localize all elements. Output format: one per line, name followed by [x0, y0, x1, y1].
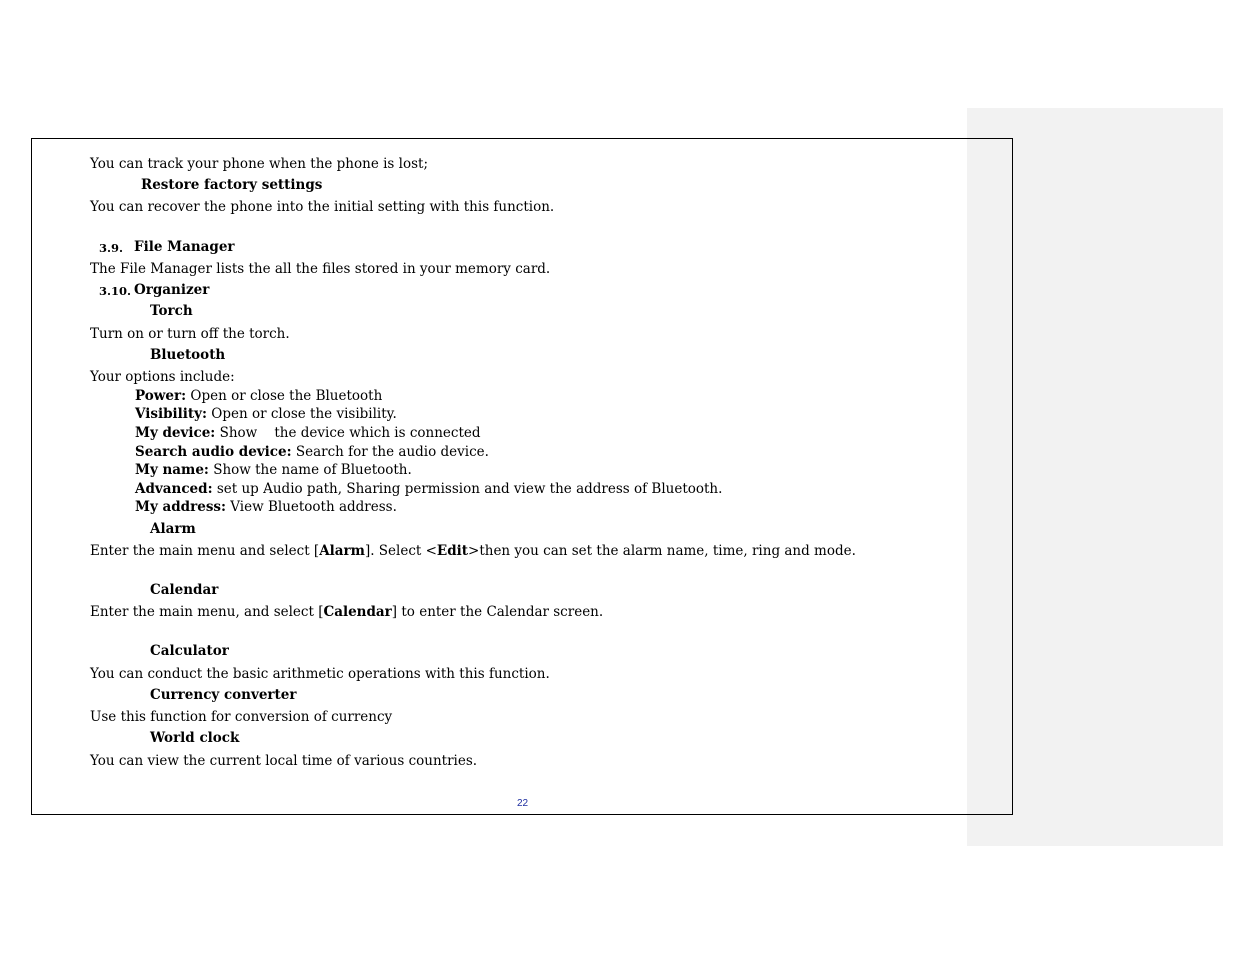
alarm-text-part: ]. Select <	[364, 543, 437, 559]
bt-option-label: Search audio device:	[135, 444, 292, 460]
page-number: 22	[517, 798, 529, 809]
bt-option-my-address	[135, 499, 397, 515]
calculator-heading: Calculator	[150, 643, 229, 659]
bluetooth-heading: Bluetooth	[150, 347, 226, 363]
bt-option-text: Open or close the Bluetooth	[186, 388, 383, 404]
currency-text: Use this function for conversion of currency	[90, 709, 393, 725]
bt-option-search-audio	[135, 444, 489, 460]
file-manager-heading: File Manager	[134, 239, 235, 255]
alarm-heading: Alarm	[150, 521, 196, 537]
bt-option-text: View Bluetooth address.	[226, 499, 397, 515]
organizer-number: 3.10.	[99, 284, 132, 298]
calendar-text-part: ] to enter the Calendar screen.	[391, 604, 604, 620]
restore-text: You can recover the phone into the initial setting with this function.	[90, 199, 555, 215]
bt-option-text: Show the name of Bluetooth.	[208, 462, 412, 478]
bt-option-label: My address:	[135, 499, 226, 515]
bt-option-label: Visibility:	[135, 406, 207, 422]
bluetooth-intro: Your options include:	[90, 369, 235, 385]
bt-option-my-device	[135, 425, 481, 441]
bt-option-label: My name:	[135, 462, 209, 478]
bt-option-advanced	[135, 481, 722, 497]
file-manager-text: The File Manager lists the all the files stored in your memory card.	[90, 261, 551, 277]
bt-option-visibility	[135, 406, 397, 422]
calculator-text: You can conduct the basic arithmetic operations with this function.	[90, 666, 550, 682]
torch-heading: Torch	[150, 303, 193, 319]
calendar-text	[90, 604, 603, 620]
bt-option-text: Search for the audio device.	[291, 444, 489, 460]
organizer-heading: Organizer	[134, 282, 210, 298]
bt-option-text: Show the device which is connected	[215, 425, 481, 441]
alarm-text	[90, 543, 856, 559]
alarm-edit-name: Edit	[436, 543, 469, 559]
bt-option-my-name	[135, 462, 412, 478]
track-text: You can track your phone when the phone is lost;	[90, 156, 428, 172]
worldclock-text: You can view the current local time of various countries.	[90, 753, 478, 769]
alarm-menu-name: Alarm	[319, 543, 365, 559]
bt-option-text: set up Audio path, Sharing permission and view the address of Bluetooth.	[212, 481, 723, 497]
alarm-text-part: >then you can set the alarm name, time, ring and mode.	[468, 543, 856, 559]
calendar-text-part: Enter the main menu, and select [	[90, 604, 324, 620]
calendar-heading: Calendar	[150, 582, 219, 598]
alarm-text-part: Enter the main menu and select [	[90, 543, 320, 559]
torch-text: Turn on or turn off the torch.	[90, 326, 290, 342]
bt-option-label: Advanced:	[135, 481, 213, 497]
bt-option-label: My device:	[135, 425, 216, 441]
currency-heading: Currency converter	[150, 687, 297, 703]
bt-option-text: Open or close the visibility.	[206, 406, 397, 422]
worldclock-heading: World clock	[150, 730, 240, 746]
bt-option-power	[135, 388, 382, 404]
restore-heading: Restore factory settings	[141, 177, 323, 193]
calendar-menu-name: Calendar	[323, 604, 392, 620]
bt-option-label: Power:	[135, 388, 187, 404]
file-manager-number: 3.9.	[99, 241, 124, 255]
